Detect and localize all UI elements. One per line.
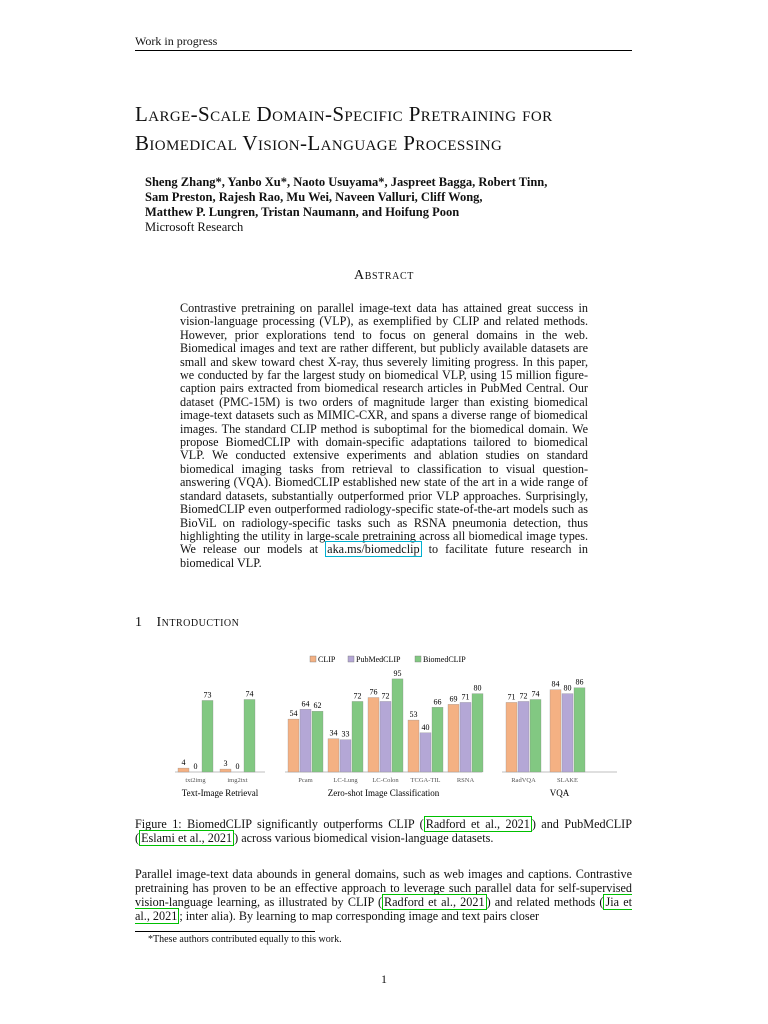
data-label-Pcam-1: 64 xyxy=(301,699,310,709)
bar-img2txt-BiomedCLIP xyxy=(244,699,255,772)
bar-TCGA-TIL-CLIP xyxy=(408,720,419,772)
bar-LC-Colon-CLIP xyxy=(368,698,379,772)
bar-LC-Lung-PubMedCLIP xyxy=(340,740,351,772)
authors-line-2: Sam Preston, Rajesh Rao, Mu Wei, Naveen Valluri, Cliff Wong, xyxy=(145,190,483,204)
bar-txt2img-CLIP xyxy=(178,768,189,772)
data-label-RadVQA-2: 74 xyxy=(531,689,540,699)
tick-label-RadVQA: RadVQA xyxy=(511,777,536,784)
bar-RadVQA-CLIP xyxy=(506,702,517,772)
authors-line-3: Matthew P. Lungren, Tristan Naumann, and Hoifung Poon xyxy=(145,205,460,219)
bar-SLAKE-BiomedCLIP xyxy=(574,688,585,772)
bar-RadVQA-PubMedCLIP xyxy=(518,701,529,772)
data-label-TCGA-TIL-0: 53 xyxy=(409,710,418,720)
data-label-RadVQA-0: 71 xyxy=(507,692,516,702)
figure-caption xyxy=(135,817,632,845)
tick-label-RSNA: RSNA xyxy=(456,777,475,784)
data-label-TCGA-TIL-2: 66 xyxy=(433,697,442,707)
bar-LC-Lung-CLIP xyxy=(328,739,339,772)
data-label-img2txt-0: 3 xyxy=(223,759,228,769)
caption-prefix: Figure 1: BiomedCLIP significantly outperforms CLIP ( xyxy=(135,817,424,831)
data-label-txt2img-1: 0 xyxy=(193,762,198,771)
footnote-rule xyxy=(135,931,315,932)
section-title: Introduction xyxy=(156,615,240,630)
intro-text-3: ; inter alia). By learning to map corresponding image and text pairs closer xyxy=(179,909,540,923)
data-label-SLAKE-0: 84 xyxy=(551,679,560,689)
running-header: Work in progress xyxy=(135,34,218,48)
page-number: 1 xyxy=(381,972,387,986)
bar-LC-Colon-BiomedCLIP xyxy=(392,679,403,772)
tick-label-LC-Lung: LC-Lung xyxy=(333,777,358,784)
abstract-heading: Abstract xyxy=(354,268,414,283)
legend-label-2: BiomedCLIP xyxy=(423,655,466,664)
citation-eslami[interactable]: Eslami et al., 2021 xyxy=(141,831,233,845)
data-label-RadVQA-1: 72 xyxy=(519,691,528,701)
bar-RSNA-BiomedCLIP xyxy=(472,694,483,772)
data-label-TCGA-TIL-1: 40 xyxy=(421,722,430,732)
tick-label-img2txt: img2txt xyxy=(227,777,248,784)
data-label-SLAKE-1: 80 xyxy=(563,683,572,693)
citation-jia[interactable]: Jia et al., 2021 xyxy=(135,895,632,923)
tick-label-TCGA-TIL: TCGA-TIL xyxy=(410,777,441,784)
data-label-txt2img-0: 4 xyxy=(181,758,186,768)
tick-label-txt2img: txt2img xyxy=(185,777,206,784)
group-label-0: Text-Image Retrieval xyxy=(181,788,259,798)
bar-RSNA-PubMedCLIP xyxy=(460,702,471,772)
data-label-img2txt-1: 0 xyxy=(235,762,240,771)
caption-suffix: ) across various biomedical vision-language datasets. xyxy=(234,831,494,845)
data-label-LC-Lung-1: 33 xyxy=(341,729,350,739)
legend-label-1: PubMedCLIP xyxy=(356,655,401,664)
section-heading xyxy=(135,615,239,631)
data-label-LC-Colon-2: 95 xyxy=(393,668,402,678)
citation-radford[interactable]: Radford et al., 2021 xyxy=(425,817,530,831)
bar-txt2img-BiomedCLIP xyxy=(202,700,213,772)
data-label-LC-Colon-0: 76 xyxy=(369,687,378,697)
tick-label-LC-Colon: LC-Colon xyxy=(372,777,399,784)
data-label-img2txt-2: 74 xyxy=(245,689,254,699)
data-label-SLAKE-2: 86 xyxy=(575,677,584,687)
bar-RSNA-CLIP xyxy=(448,704,459,772)
bar-Pcam-BiomedCLIP xyxy=(312,711,323,772)
legend-swatch-1 xyxy=(348,656,354,662)
data-label-RSNA-0: 69 xyxy=(449,694,458,704)
section-number: 1 xyxy=(135,615,143,630)
abstract-tail: to facilitate future research in biomedical VLP. xyxy=(180,542,588,570)
data-label-Pcam-2: 62 xyxy=(313,701,322,711)
bar-LC-Lung-BiomedCLIP xyxy=(352,701,363,772)
bar-SLAKE-CLIP xyxy=(550,690,561,772)
legend-label-0: CLIP xyxy=(318,655,336,664)
bar-Pcam-PubMedCLIP xyxy=(300,709,311,772)
data-label-Pcam-0: 54 xyxy=(289,709,298,719)
group-label-1: Zero-shot Image Classification xyxy=(327,788,440,798)
tick-label-SLAKE: SLAKE xyxy=(557,777,578,784)
figure-1-chart xyxy=(170,648,620,806)
footnote: *These authors contributed equally to this work. xyxy=(148,934,342,945)
bar-Pcam-CLIP xyxy=(288,719,299,772)
data-label-txt2img-2: 73 xyxy=(203,690,212,700)
abstract-text xyxy=(180,302,588,570)
group-label-2: VQA xyxy=(549,788,570,798)
intro-text-2: ) and related methods ( xyxy=(486,895,604,909)
affiliation: Microsoft Research xyxy=(145,220,244,234)
data-label-LC-Lung-0: 34 xyxy=(329,728,338,738)
data-label-RSNA-2: 80 xyxy=(473,683,482,693)
bar-TCGA-TIL-BiomedCLIP xyxy=(432,707,443,772)
legend-swatch-0 xyxy=(310,656,316,662)
authors-line-1: Sheng Zhang*, Yanbo Xu*, Naoto Usuyama*, Jaspreet Bagga, Robert Tinn, xyxy=(145,175,548,189)
paper-title: Large-Scale Domain-Specific Pretraining for Biomedical Vision-Language Processing xyxy=(135,102,553,155)
citation-radford-2[interactable]: Radford et al., 2021 xyxy=(384,895,485,909)
bar-LC-Colon-PubMedCLIP xyxy=(380,701,391,772)
bar-SLAKE-PubMedCLIP xyxy=(562,694,573,772)
author-block xyxy=(145,175,615,235)
data-label-RSNA-1: 71 xyxy=(461,692,470,702)
caption-middle: ) and PubMedCLIP ( xyxy=(135,817,633,845)
header-rule xyxy=(135,50,632,51)
data-label-LC-Lung-2: 72 xyxy=(353,691,362,701)
intro-text-1: Parallel image-text data abounds in general domains, such as web images and captions. Contrastive pretraining has proven to be an effective approach to leverage such parallel data for self-supervised vision-language learning, as illustrated by CLIP ( xyxy=(135,867,632,909)
bar-TCGA-TIL-PubMedCLIP xyxy=(420,733,431,772)
data-label-LC-Colon-1: 72 xyxy=(381,691,390,701)
bar-img2txt-CLIP xyxy=(220,769,231,772)
abstract-body: Contrastive pretraining on parallel image-text data has attained great success in vision-language processing (VLP), as exemplified by CLIP and related methods. However, prior explorations tend to focus on general domains in the web. Biomedical images and text are rather different, but publicly available datasets are small and skew toward chest X-ray, thus severely limiting progress. In this paper, we conducted by far the largest study on biomedical VLP, using 15 million figure-caption pairs extracted from biomedical research articles in PubMed Central. Our dataset (PMC-15M) is two orders of magnitude larger than existing biomedical image-text datasets such as MIMIC-CXR, and spans a diverse range of biomedical images. The standard CLIP method is suboptimal for the biomedical domain. We propose BiomedCLIP with domain-specific adaptations tailored to biomedical VLP. We conducted extensive experiments and ablation studies on standard biomedical imaging tasks from retrieval to classification to visual question-answering (VQA). BiomedCLIP established new state of the art in a wide range of standard datasets, substantially outperformed prior VLP approaches. Surprisingly, BiomedCLIP even outperformed radiology-specific state-of-the-art models such as BioViL on radiology-specific tasks such as RSNA pneumonia detection, thus highlighting the utility in large-scale pretraining across all biomedical image types. We release our models at xyxy=(180,301,588,557)
intro-paragraph xyxy=(135,867,632,923)
model-link[interactable]: aka.ms/biomedclip xyxy=(327,542,420,557)
bar-RadVQA-BiomedCLIP xyxy=(530,699,541,772)
tick-label-Pcam: Pcam xyxy=(298,777,313,784)
legend-swatch-2 xyxy=(415,656,421,662)
